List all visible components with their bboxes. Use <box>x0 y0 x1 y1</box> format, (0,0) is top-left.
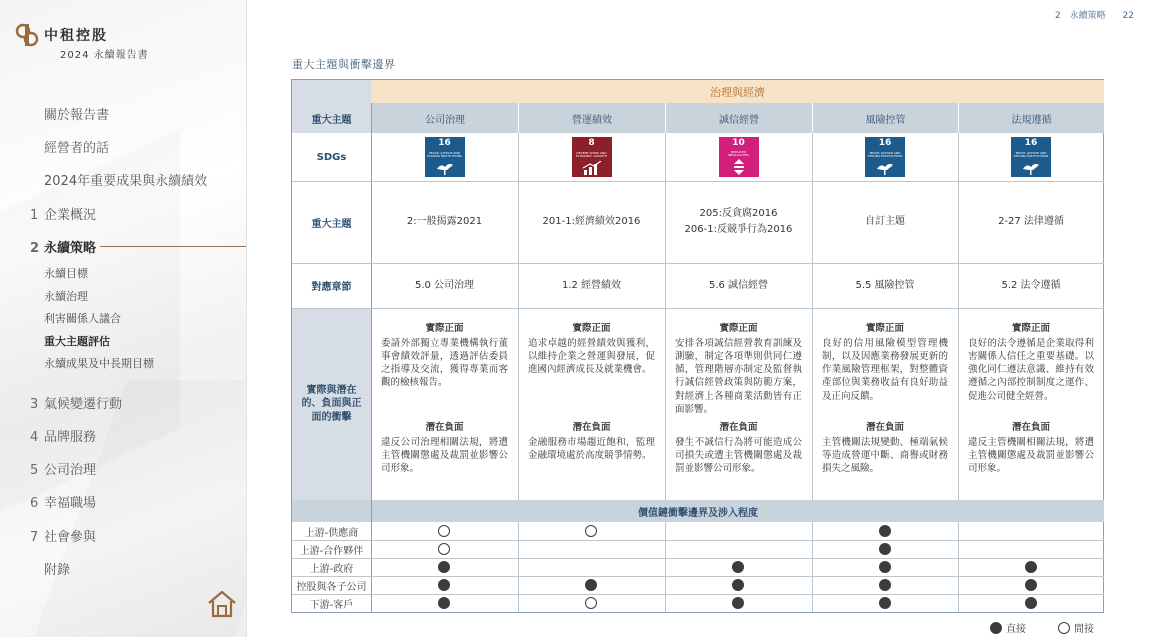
grid-line <box>958 522 959 612</box>
nav-item-label: 附錄 <box>44 563 71 578</box>
direct-marker-icon <box>1025 597 1037 609</box>
sdg-title: PEACE, JUSTICE AND STRONG INSTITUTIONS <box>427 150 462 158</box>
nav-item-climate-action[interactable] <box>30 393 122 412</box>
nav-item-label: 社會參與 <box>44 530 97 545</box>
equality-icon <box>729 159 749 175</box>
indirect-marker-icon <box>438 525 450 537</box>
brand-name: 中租控股 <box>44 28 108 44</box>
legend-indirect <box>1058 620 1094 635</box>
row-label-sdgs: SDGs <box>292 133 371 181</box>
impact-cell <box>371 322 518 400</box>
nav-item-number: 1 <box>30 208 39 223</box>
row-label-gri: 重大主題 <box>292 181 371 263</box>
column-header: 營運績效 <box>518 103 665 133</box>
impact-heading: 潛在負面 <box>865 422 904 433</box>
section-title: 重大主題與衝擊邊界 <box>292 58 396 71</box>
nav-item-about-report[interactable] <box>44 104 109 123</box>
direct-marker-icon <box>990 622 1002 634</box>
brand-logo <box>14 22 108 48</box>
direct-marker-icon <box>1025 579 1037 591</box>
impact-text: 違反公司治理相關法規，將遭主管機關懲處及裁罰並影響公司形象。 <box>381 437 508 475</box>
sdg-number: 16 <box>1024 138 1038 148</box>
impact-heading: 潛在負面 <box>1011 422 1050 433</box>
page-number: 22 <box>1122 11 1134 21</box>
direct-marker-icon <box>438 561 450 573</box>
impact-heading: 實際正面 <box>719 323 758 334</box>
impact-text: 主管機關法規變動、極端氣候等造成營運中斷、商譽或財務損失之風險。 <box>822 437 948 475</box>
direct-marker-icon <box>732 579 744 591</box>
sub-item-stakeholders[interactable]: 利害關係人議合 <box>44 312 121 325</box>
row-label-impact: 實際與潛在的、負面與正面的衝擊 <box>292 308 371 500</box>
direct-marker-icon <box>879 561 891 573</box>
column-header: 法規遵循 <box>958 103 1104 133</box>
growth-chart-icon <box>582 161 602 175</box>
sdg-8-icon <box>572 137 612 177</box>
sdg-cell <box>812 133 958 181</box>
impact-cell <box>665 322 812 426</box>
impact-text: 違反主管機關相關法規，將遭主管機關懲處及裁罰並影響公司形象。 <box>968 437 1094 475</box>
chapter-cell: 5.5 風險控管 <box>855 279 915 291</box>
nav-item-label: 永續策略 <box>44 241 97 256</box>
gri-cell: 自訂主題 <box>865 216 905 227</box>
sdg-number: 16 <box>438 138 451 148</box>
nav-item-label: 企業概況 <box>44 208 97 223</box>
gri-cell <box>665 181 812 263</box>
sdg-number: 8 <box>588 138 595 148</box>
value-chain-label: 上游-供應商 <box>304 527 359 539</box>
grid-line <box>292 263 1104 264</box>
nav-item-corporate-governance[interactable] <box>30 459 96 478</box>
group-header: 治理與經濟 <box>371 80 1104 103</box>
chapter-cell: 5.2 法令遵循 <box>1001 279 1061 291</box>
grid-line <box>518 522 519 612</box>
direct-marker-icon <box>879 543 891 555</box>
chapter-number: 2 <box>1055 11 1061 21</box>
value-chain-label: 上游-合作夥伴 <box>299 545 364 557</box>
nav-item-sustainability-strategy[interactable] <box>30 237 96 256</box>
nav-item-label: 關於報告書 <box>44 108 110 123</box>
legend-label: 間接 <box>1074 624 1094 635</box>
nav-item-number: 7 <box>30 530 39 545</box>
gri-line: 206-1:反競爭行為2016 <box>684 224 793 235</box>
direct-marker-icon <box>879 525 891 537</box>
direct-marker-icon <box>438 597 450 609</box>
grid-line <box>292 558 1104 559</box>
impact-text: 追求卓越的經營績效與獲利，以維持企業之營運與發展，促進國內經濟成長及就業機會。 <box>528 338 655 376</box>
gri-line: 205:反貪腐2016 <box>699 208 778 219</box>
grid-line <box>665 133 666 500</box>
nav-item-number: 5 <box>30 463 39 478</box>
sdg-16-icon <box>1011 137 1051 177</box>
direct-marker-icon <box>438 579 450 591</box>
nav-item-number: 6 <box>30 496 39 511</box>
chapter-cell: 5.6 誠信經營 <box>708 279 769 291</box>
impact-cell <box>812 322 958 413</box>
nav-item-social-participation[interactable] <box>30 526 96 545</box>
sub-item-material-topics[interactable]: 重大主題評估 <box>44 335 110 348</box>
impact-heading: 實際正面 <box>572 323 611 334</box>
direct-marker-icon <box>1025 561 1037 573</box>
impact-heading: 潛在負面 <box>425 422 464 433</box>
impact-text: 良好的法令遵循是企業取得利害關係人信任之重要基礎。以強化同仁遵法意識、維持有效遵循之內部控制制度之運作、促進公司健全經營。 <box>968 338 1094 402</box>
impact-heading: 實際正面 <box>425 323 464 334</box>
chapter-name: 永續策略 <box>1069 11 1106 21</box>
column-header: 風險控管 <box>812 103 958 133</box>
nav-item-label: 2024年重要成果與永續績效 <box>44 174 208 189</box>
legend-direct <box>990 620 1026 635</box>
gri-cell: 201-1:經濟績效2016 <box>542 216 641 227</box>
impact-text: 安排各項誠信經營教育訓練及測驗，制定各項準則供同仁遵循，管理階層亦制定及監督執行誠信經營政策與防範方案，對經濟上各種商業活動皆有正面影響。 <box>675 338 802 415</box>
direct-marker-icon <box>879 597 891 609</box>
nav-item-brand-service[interactable] <box>30 426 96 445</box>
sub-item-goals[interactable]: 永續目標 <box>44 267 88 280</box>
sdg-cell <box>665 133 812 181</box>
direct-marker-icon <box>585 579 597 591</box>
sdg-16-icon <box>865 137 905 177</box>
sdg-cell <box>371 133 518 181</box>
direct-marker-icon <box>732 561 744 573</box>
column-header: 公司治理 <box>371 103 518 133</box>
column-header: 誠信經營 <box>665 103 812 133</box>
chapter-cell: 1.2 經營績效 <box>561 279 622 291</box>
impact-heading: 實際正面 <box>865 323 904 334</box>
impact-cell <box>665 421 812 485</box>
nav-item-number: 4 <box>30 430 39 445</box>
impact-heading: 潛在負面 <box>719 422 758 433</box>
nav-item-workplace[interactable] <box>30 492 96 511</box>
gri-cell: 2:一般揭露2021 <box>406 216 483 227</box>
sdg-title: REDUCED INEQUALITIES <box>728 149 749 157</box>
sdg-title: PEACE, JUSTICE AND STRONG INSTITUTIONS <box>867 150 903 158</box>
impact-cell <box>958 421 1104 485</box>
impact-text: 金融服務市場趨近飽和，監理金融環境處於高度競爭情勢。 <box>528 437 655 462</box>
home-icon[interactable] <box>206 588 238 620</box>
nav-item-number: 2 <box>30 241 40 256</box>
grid-line <box>292 181 1104 182</box>
indirect-marker-icon <box>1058 622 1070 634</box>
row-label-chapter: 對應章節 <box>292 263 371 308</box>
sdg-cell <box>518 133 665 181</box>
page-header <box>1049 8 1134 21</box>
sdg-10-icon <box>719 137 759 177</box>
sdg-title: PEACE, JUSTICE AND STRONG INSTITUTIONS <box>1013 150 1049 158</box>
nav-item-label: 公司治理 <box>44 463 97 478</box>
grid-line <box>665 522 666 612</box>
grid-line <box>292 540 1104 541</box>
impact-cell <box>812 421 958 485</box>
material-topics-table <box>291 79 1104 613</box>
impact-cell <box>518 421 665 472</box>
grid-line <box>292 576 1104 577</box>
active-nav-underline <box>100 246 246 247</box>
brand-mark-icon <box>14 22 40 48</box>
impact-heading: 實際正面 <box>1011 323 1050 334</box>
nav-item-chairman-message[interactable] <box>44 137 109 156</box>
grid-line <box>812 133 813 500</box>
sdg-title: DECENT WORK AND ECONOMIC GROWTH <box>575 150 608 158</box>
value-chain-label: 上游-政府 <box>309 563 354 575</box>
gri-cell: 2-27 法律遵循 <box>998 216 1064 227</box>
sub-item-governance[interactable]: 永續治理 <box>44 290 88 303</box>
impact-text: 委請外部獨立專業機構執行董事會績效評量，透過評估委員之指導及交流，獲得專業而客觀的檢核報告。 <box>381 338 508 389</box>
indirect-marker-icon <box>585 525 597 537</box>
chapter-cell: 5.0 公司治理 <box>414 279 475 291</box>
grid-line <box>812 522 813 612</box>
sdg-cell <box>958 133 1104 181</box>
sdg-16-icon <box>425 137 465 177</box>
value-chain-title: 價值鏈衝擊邊界及涉入程度 <box>292 500 1104 522</box>
nav-item-highlights[interactable] <box>44 170 207 189</box>
direct-marker-icon <box>879 579 891 591</box>
dove-gavel-icon <box>435 161 455 175</box>
impact-text: 良好的信用風險模型管理機制，以及因應業務發展更新的作業風險管理框架，對整體資產部位與業務收益有良好助益及正向反饋。 <box>822 338 948 402</box>
sdg-number: 16 <box>878 138 892 148</box>
dove-gavel-icon <box>875 161 895 175</box>
nav-item-label: 氣候變遷行動 <box>44 397 123 412</box>
row-label-topic: 重大主題 <box>292 103 371 133</box>
indirect-marker-icon <box>438 543 450 555</box>
value-chain-label: 控股與各子公司 <box>296 581 367 593</box>
grid-line <box>292 594 1104 595</box>
grid-line <box>518 133 519 500</box>
nav-item-label: 品牌服務 <box>44 430 97 445</box>
nav-item-number: 3 <box>30 397 39 412</box>
nav-item-company-overview[interactable] <box>30 204 96 223</box>
grid-line <box>958 133 959 500</box>
impact-cell <box>518 322 665 386</box>
indirect-marker-icon <box>585 597 597 609</box>
direct-marker-icon <box>732 597 744 609</box>
impact-text: 發生不誠信行為將可能造成公司損失或遭主管機關懲處及裁罰並影響公司形象。 <box>675 437 802 475</box>
value-chain-label: 下游-客戶 <box>309 599 354 611</box>
impact-cell <box>958 322 1104 413</box>
nav-item-label: 經營者的話 <box>44 141 110 156</box>
sidebar <box>0 0 247 637</box>
impact-heading: 潛在負面 <box>572 422 611 433</box>
report-title: 2024 永續報告書 <box>60 50 149 61</box>
nav-item-appendix[interactable] <box>44 559 70 578</box>
sub-item-results-targets[interactable]: 永續成果及中長期目標 <box>44 357 154 370</box>
nav-item-label: 幸福職場 <box>44 496 97 511</box>
grid-line <box>292 308 1104 309</box>
dove-gavel-icon <box>1021 161 1041 175</box>
legend-label: 直接 <box>1006 624 1026 635</box>
impact-cell <box>371 421 518 485</box>
grid-line <box>371 103 372 612</box>
sdg-number: 10 <box>732 138 745 148</box>
